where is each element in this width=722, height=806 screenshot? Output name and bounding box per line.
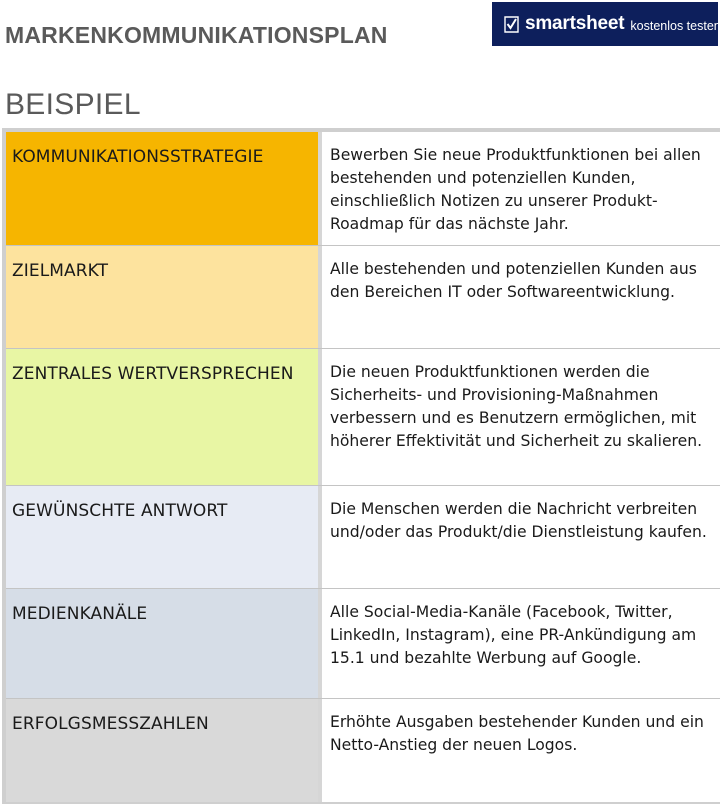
row-value: Die Menschen werden die Nachricht verbreiten und/oder das Produkt/die Dienstleistung kaufen. (322, 486, 720, 588)
smartsheet-check-icon (504, 16, 519, 33)
row-label: ZIELMARKT (6, 246, 318, 348)
table-row (6, 245, 720, 348)
row-label: KOMMUNIKATIONSSTRATEGIE (6, 132, 318, 245)
brand-cta: kostenlos testen (630, 19, 721, 33)
table-row (6, 132, 720, 245)
table-row (6, 348, 720, 485)
row-label: ZENTRALES WERTVERSPRECHEN (6, 349, 318, 485)
smartsheet-trial-link[interactable] (492, 2, 721, 46)
row-value: Alle bestehenden und potenziellen Kunden aus den Bereichen IT oder Softwareentwicklung. (322, 246, 720, 348)
plan-table (2, 128, 720, 804)
page-title: MARKENKOMMUNIKATIONSPLAN (5, 22, 388, 48)
row-label: ERFOLGSMESSZAHLEN (6, 699, 318, 802)
row-value: Erhöhte Ausgaben bestehender Kunden und ein Netto-Anstieg der neuen Logos. (322, 699, 720, 802)
row-label: GEWÜNSCHTE ANTWORT (6, 486, 318, 588)
brand-name: smartsheet (525, 13, 625, 34)
row-value: Bewerben Sie neue Produktfunktionen bei allen bestehenden und potenziellen Kunden, einschließlich Notizen zu unserer Produkt-Roadmap für das nächste Jahr. (322, 132, 720, 245)
section-label: BEISPIEL (5, 88, 141, 121)
table-row (6, 698, 720, 802)
row-value: Die neuen Produktfunktionen werden die Sicherheits- und Provisioning-Maßnahmen verbessern und es Benutzern ermöglichen, mit höherer Effektivität und Sicherheit zu skalieren. (322, 349, 720, 485)
table-row (6, 588, 720, 698)
table-row (6, 485, 720, 588)
row-value: Alle Social-Media-Kanäle (Facebook, Twitter, LinkedIn, Instagram), eine PR-Ankündigung am 15.1 und bezahlte Werbung auf Google. (322, 589, 720, 698)
row-label: MEDIENKANÄLE (6, 589, 318, 698)
